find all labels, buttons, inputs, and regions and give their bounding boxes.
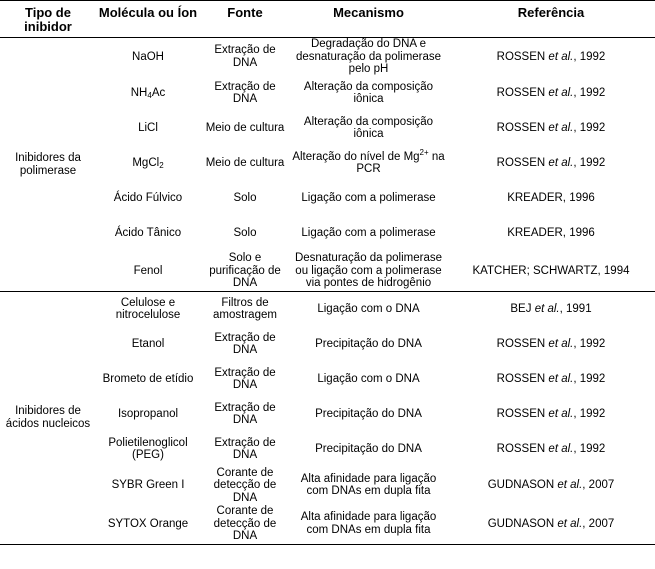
mechanism-cell: Ligação com a polimerase (301, 191, 436, 204)
ref-author: ROSSEN (496, 156, 546, 169)
ref-etal: et al. (557, 517, 583, 530)
table-row (0, 432, 655, 467)
ref-year: , 1992 (573, 121, 606, 134)
table-row (0, 181, 655, 216)
mechanism-cell: Ligação com o DNA (317, 303, 420, 315)
header-mechanism: Mecanismo (333, 5, 404, 20)
reference-cell (447, 146, 655, 181)
mechanism-cell: Precipitação do DNA (315, 442, 422, 455)
molecule-cell: Ácido Fúlvico (113, 191, 183, 204)
source-cell: Solo (233, 191, 257, 204)
ref-etal: et al. (548, 337, 574, 350)
ref-author: ROSSEN (496, 50, 546, 63)
source-cell: Solo e purificação de DNA (209, 252, 281, 289)
table-header (0, 1, 655, 38)
molecule-cell: Polietilenoglicol (PEG) (108, 436, 188, 461)
ref-author: ROSSEN (496, 442, 546, 455)
header-molecule: Molécula ou Íon (98, 5, 198, 20)
ref-year: , 2007 (582, 479, 615, 491)
reference-cell: KREADER, 1996 (507, 191, 595, 204)
ref-etal: et al. (557, 479, 583, 491)
ref-etal: et al. (548, 407, 574, 420)
table-row (0, 327, 655, 362)
reference-cell: KATCHER; SCHWARTZ, 1994 (472, 264, 630, 277)
source-cell: Extração de DNA (214, 436, 276, 461)
header-source: Fonte (227, 5, 263, 20)
molecule-text: Ac (151, 86, 166, 99)
source-cell: Solo (233, 226, 257, 239)
mechanism-cell: Alta afinidade para ligação com DNAs em dupla fita (300, 472, 437, 498)
reference-cell (447, 292, 655, 327)
molecule-cell: Brometo de etídio (102, 372, 194, 385)
header-reference: Referência (517, 5, 585, 20)
ref-author: ROSSEN (496, 407, 546, 420)
group-nucleic-acid-inhibitors (0, 292, 655, 545)
ref-author: BEJ (510, 303, 532, 315)
reference-cell (447, 76, 655, 111)
table-row (0, 216, 655, 251)
reference-cell (447, 397, 655, 432)
mechanism-cell: Alteração da composição iônica (303, 115, 434, 140)
source-cell: Corante de detecção de DNA (213, 466, 277, 504)
ref-year: , 1992 (573, 407, 606, 420)
ref-year: , 2007 (582, 517, 615, 530)
mechanism-cell: Desnaturação da polimerase ou ligação com a polimerase via pontes de hidrogênio (294, 252, 443, 289)
reference-cell (447, 467, 655, 505)
ref-year: , 1992 (573, 156, 606, 169)
source-cell: Extração de DNA (214, 401, 276, 426)
table-row (0, 362, 655, 397)
molecule-cell: Ácido Tânico (114, 226, 182, 239)
table-row (0, 504, 655, 544)
group-type-cell: Inibidores da polimerase (15, 152, 81, 177)
molecule-subscript: 2 (159, 160, 164, 170)
reference-cell (447, 111, 655, 146)
reference-cell (447, 327, 655, 362)
group-polymerase-inhibitors (0, 38, 655, 292)
table-row (0, 467, 655, 505)
mechanism-cell: Degradação do DNA e desnaturação da polimerase pelo pH (295, 38, 442, 75)
ref-etal: et al. (548, 121, 574, 134)
molecule-cell (96, 76, 200, 111)
table-row (0, 76, 655, 111)
mechanism-cell: Precipitação do DNA (315, 407, 422, 420)
ref-etal: et al. (548, 442, 574, 455)
molecule-cell (96, 146, 200, 181)
table-row (0, 292, 655, 327)
molecule-cell: Isopropanol (117, 407, 179, 420)
molecule-cell: Celulose e nitrocelulose (115, 296, 181, 322)
ref-etal: et al. (548, 86, 574, 99)
ref-etal: et al. (548, 156, 574, 169)
table-row (0, 38, 655, 76)
mechanism-text: Alteração do nível de Mg (292, 150, 420, 163)
mechanism-cell: Alteração da composição iônica (303, 80, 434, 105)
molecule-cell: SYTOX Orange (107, 517, 189, 530)
mechanism-cell (290, 146, 447, 181)
header-type: Tipo de inibidor (24, 5, 72, 34)
molecule-cell: Etanol (131, 337, 165, 350)
ref-author: GUDNASON (487, 479, 555, 491)
reference-cell (447, 504, 655, 544)
mechanism-superscript: 2+ (419, 147, 429, 157)
ref-etal: et al. (548, 372, 574, 385)
molecule-cell: Fenol (133, 264, 163, 277)
source-cell: Filtros de amostragem (213, 296, 277, 322)
ref-year: , 1992 (573, 372, 606, 385)
reference-cell: KREADER, 1996 (507, 226, 595, 239)
ref-year: , 1992 (573, 86, 606, 99)
table-row (0, 111, 655, 146)
molecule-cell: NaOH (132, 50, 164, 63)
ref-author: GUDNASON (487, 517, 555, 530)
ref-author: ROSSEN (496, 86, 546, 99)
ref-etal: et al. (534, 303, 560, 315)
mechanism-cell: Alta afinidade para ligação com DNAs em dupla fita (300, 511, 437, 536)
ref-year: , 1992 (573, 337, 606, 350)
source-cell: Extração de DNA (214, 80, 276, 105)
ref-year: , 1991 (559, 303, 592, 315)
source-cell: Extração de DNA (214, 44, 276, 69)
ref-year: , 1992 (573, 50, 606, 63)
molecule-text: MgCl (132, 156, 160, 169)
reference-cell (447, 362, 655, 397)
source-cell: Corante de detecção de DNA (213, 505, 277, 542)
molecule-cell: SYBR Green I (111, 479, 185, 491)
ref-author: ROSSEN (496, 337, 546, 350)
source-cell: Meio de cultura (205, 156, 285, 169)
ref-etal: et al. (548, 50, 574, 63)
molecule-subscript: 4 (147, 90, 152, 100)
table-row (0, 146, 655, 181)
ref-author: ROSSEN (496, 372, 546, 385)
mechanism-cell: Ligação com o DNA (317, 372, 420, 385)
source-cell: Meio de cultura (205, 121, 285, 134)
table-row (0, 251, 655, 292)
table-row (0, 397, 655, 432)
reference-cell (447, 432, 655, 467)
molecule-cell: LiCl (138, 121, 158, 134)
source-cell: Extração de DNA (214, 366, 276, 391)
mechanism-text: na PCR (356, 150, 445, 175)
mechanism-cell: Precipitação do DNA (315, 337, 422, 350)
ref-author: ROSSEN (496, 121, 546, 134)
mechanism-cell: Ligação com a polimerase (301, 226, 436, 239)
group-type-cell: Inibidores de ácidos nucleicos (5, 405, 91, 430)
molecule-text: NH (130, 86, 148, 99)
ref-year: , 1992 (573, 442, 606, 455)
source-cell: Extração de DNA (214, 331, 276, 356)
reference-cell (447, 38, 655, 76)
